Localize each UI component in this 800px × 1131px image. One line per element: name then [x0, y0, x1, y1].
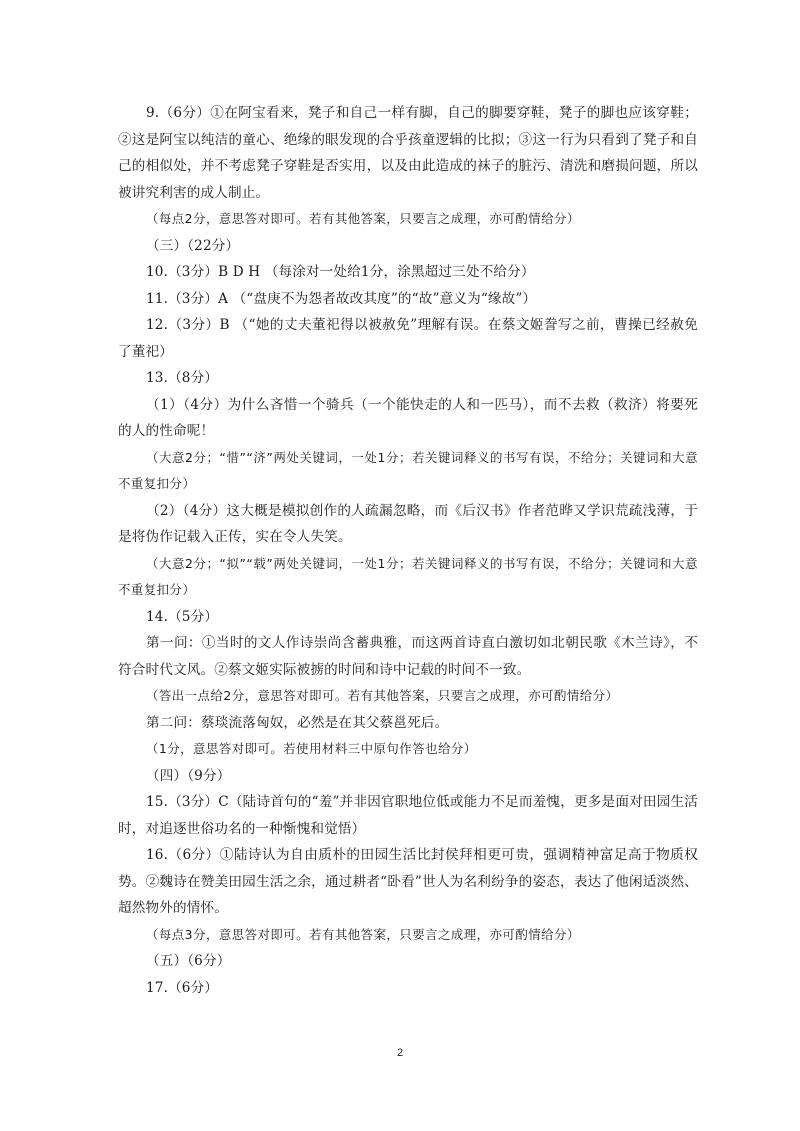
answer-q10: 10.（3分）B D H （每涂对一处给1分，涂黑超过三处不给分）: [146, 264, 535, 280]
scoring-note-q16: （每点3分，意思答对即可。若有其他答案，只要言之成理，亦可酌情给分）: [146, 926, 580, 942]
answer-q9: 9.（6分）①在阿宝看来，凳子和自己一样有脚，自己的脚要穿鞋，凳子的脚也应该穿鞋；②这是阿宝以纯洁的童心、绝缘的眼发现的合乎孩童逻辑的比拟；③这一行为只看到了凳子和自己的相似处，并不考虑凳子穿鞋是否实用，以及由此造成的袜子的脏污、清洗和磨损问题，所以被讲究利害的成人制止。: [118, 105, 698, 201]
answer-q11: 11.（3分）A （“盘庚不为怨者故改其度”的“故”意义为“缘故”）: [146, 290, 537, 307]
scoring-note-q9: （每点2分，意思答对即可。若有其他答案，只要言之成理，亦可酌情给分）: [146, 211, 580, 226]
answer-q16: 16.（6分）①陆诗认为自由质朴的田园生活比封侯拜相更可贵，强调精神富足高于物质权势。②魏诗在赞美田园生活之余，通过耕者“卧看”世人为名利纷争的姿态，表达了他闲适淡然、超然物外的情怀。: [118, 847, 698, 916]
scoring-note-q14-second: （1分，意思答对即可。若使用材料三中原句作答也给分）: [146, 741, 477, 756]
section-heading-3: （三）（22分）: [146, 237, 240, 254]
answer-q13: 13.（8分）: [146, 370, 219, 386]
section-heading-5: （五）（6分）: [146, 953, 231, 969]
scoring-note-q14-first: （答出一点给2分，意思答对即可。若有其他答案，只要言之成理，亦可酌情给分）: [146, 688, 619, 703]
scoring-note-q13-part2: （大意2分；“拟”“载”两处关键词，一处1分；若关键词释义的书写有误，不给分；关键词和大意不重复扣分）: [118, 555, 698, 597]
answer-q13-part1: （1）（4分）为什么吝惜一个骑兵（一个能快走的人和一匹马），而不去救（救济）将要死的人的性命呢！: [118, 396, 698, 439]
answer-content: [118, 100, 698, 1001]
answer-q14-second-question: 第二问：蔡琰流落匈奴，必然是在其父蔡邕死后。: [146, 714, 449, 731]
answer-q14-first-question: 第一问：①当时的文人作诗崇尚含蓄典雅，而这两首诗直白激切如北朝民歌《木兰诗》，不符合时代文风。②蔡文姬实际被掳的时间和诗中记载的时间不一致。: [118, 635, 698, 678]
answer-q17: 17.（6分）: [146, 979, 219, 996]
scoring-note-q13-part1: （大意2分；“惜”“济”两处关键词，一处1分；若关键词释义的书写有误，不给分；关键词和大意不重复扣分）: [118, 449, 698, 491]
answer-q14: 14.（5分）: [146, 608, 219, 625]
page-number: 2: [396, 1047, 404, 1059]
section-heading-4: （四）（9分）: [146, 767, 231, 784]
answer-q15: 15.（3分）C（陆诗首句的“羞”并非因官职地位低或能力不足而羞愧，更多是面对田园生活时，对追逐世俗功名的一种惭愧和觉悟）: [118, 794, 698, 837]
answer-q12: 12.（3分）B （“她的丈夫董祀得以被赦免”理解有误。在蔡文姬誊写之前，曹操已经赦免了董祀）: [118, 317, 698, 360]
answer-q13-part2: （2）（4分）这大概是模拟创作的人疏漏忽略，而《后汉书》作者范晔又学识荒疏浅薄，于是将伪作记载入正传，实在令人失笑。: [118, 502, 698, 545]
